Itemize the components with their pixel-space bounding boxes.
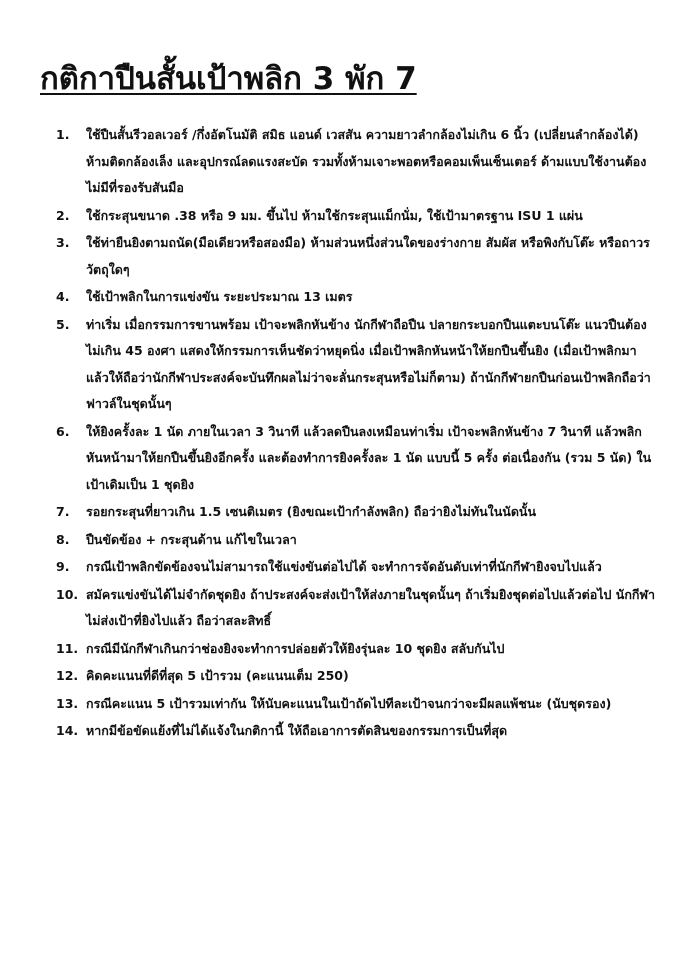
rule-item [56,284,656,311]
rule-item [56,230,656,283]
rule-item [56,636,656,663]
rule-number: 11. [56,640,79,656]
rule-number: 4. [56,289,70,304]
rule-text: ให้ยิงครั้งละ 1 นัด ภายในเวลา 3 วินาที แล้วลดปืนลงเหมือนท่าเริ่ม เป้าจะพลิกหันข้าง 7 วินาที แล้วพลิกหันหน้ามาให้ยกปืนขึ้นยิงอีกครั้ง และต้องทำการยิงครั้งละ 1 นัด แบบนี้ 5 ครั้ง ต่อเนื่องกัน (รวม 5 นัด) ในเป้าเดิมเป็น 1 ชุดยิง [86,423,652,492]
rule-number: 10. [56,586,79,602]
rule-item [56,419,656,499]
rule-text: รอยกระสุนที่ยาวเกิน 1.5 เซนติเมตร (ยิงขณะเป้ากำลังพลิก) ถือว่ายิงไม่ทันในนัดนั้น [86,504,537,519]
rule-text: ใช้กระสุนขนาด .38 หรือ 9 มม. ขึ้นไป ห้ามใช้กระสุนแม็กนั่ม, ใช้เป้ามาตรฐาน ISU 1 แผ่น [86,207,583,223]
rule-item [56,554,656,581]
rule-item [56,527,656,554]
rule-text: ปืนขัดข้อง + กระสุนด้าน แก้ไขในเวลา [86,531,297,547]
rule-text: คิดคะแนนที่ดีที่สุด 5 เป้ารวม (คะแนนเต็ม 250) [86,668,349,683]
rule-item [56,499,656,526]
rule-number: 5. [56,316,70,332]
rules-list [56,122,656,746]
rule-text: กรณีคะแนน 5 เป้ารวมเท่ากัน ให้นับคะแนนในเป้าถัดไปทีละเป้าจนกว่าจะมีผลแพ้ชนะ (นับชุดรอง) [86,695,612,711]
rule-text: ใช้ท่ายืนยิงตามถนัด(มือเดียวหรือสองมือ) ห้ามส่วนหนึ่งส่วนใดของร่างกาย สัมผัส หรือพิงกับโต๊ะ หรือถาวรวัตถุใดๆ [86,235,650,277]
rule-text: กรณีมีนักกีฬาเกินกว่าช่องยิงจะทำการปล่อยตัวให้ยิงรุ่นละ 10 ชุดยิง สลับกันไป [86,640,505,656]
rule-number: 6. [56,423,70,439]
rule-item [56,718,656,745]
rule-number: 9. [56,559,70,574]
rule-item [56,663,656,690]
rule-number: 12. [56,668,79,683]
rule-number: 8. [56,531,70,547]
rule-item [56,691,656,718]
rule-text: ใช้เป้าพลิกในการแข่งขัน ระยะประมาณ 13 เมตร [86,289,353,304]
rule-number: 2. [56,207,70,223]
rule-item [56,122,656,202]
rule-item [56,203,656,230]
rule-text: ใช้ปืนสั้นรีวอลเวอร์ /กึ่งอัตโนมัติ สมิธ แอนด์ เวสสัน ความยาวลำกล้องไม่เกิน 6 นิ้ว (เปลี่ยนลำกล้องได้) ห้ามติดกล้องเล็ง และอุปกรณ์ลดแรงสะบัด รวมทั้งห้ามเจาะพอตหรือคอมเพ็นเซ็นเตอร์ ด้ามแบบใช้งานต้องไม่มีที่รองรับสันมือ [86,127,647,195]
rule-text: สมัครแข่งขันได้ไม่จำกัดชุดยิง ถ้าประสงค์จะส่งเป้าให้ส่งภายในชุดนั้นๆ ถ้าเริ่มยิงชุดต่อไปแล้วต่อไป นักกีฬาไม่ส่งเป้าที่ยิงไปแล้ว ถือว่าสละสิทธิ์ [86,586,656,628]
rule-number: 1. [56,127,70,142]
rule-number: 3. [56,235,70,250]
document-title: กติกาปืนสั้นเป้าพลิก 3 พัก 7 [40,61,417,97]
rule-text: ท่าเริ่ม เมื่อกรรมการขานพร้อม เป้าจะพลิกหันข้าง นักกีฬาถือปืน ปลายกระบอกปืนแตะบนโต๊ะ แนวปืนต้องไม่เกิน 45 องศา แสดงให้กรรมการเห็นชัดว่าหยุดนิ่ง เมื่อเป้าพลิกหันหน้าให้ยกปืนขึ้นยิง (เมื่อเป้าพลิกมาแล้วให้ถือว่านักกีฬาประสงค์จะบันทึกผลไม่ว่าจะลั่นกระสุนหรือไม่ก็ตาม) ถ้านักกีฬายกปืนก่อนเป้าพลิกถือว่าฟาวล์ในชุดนั้นๆ [86,316,651,411]
rule-item [56,312,656,418]
rule-text: กรณีเป้าพลิกขัดข้องจนไม่สามารถใช้แข่งขันต่อไปได้ จะทำการจัดอันดับเท่าที่นักกีฬายิงจบไปแล้ว [86,559,602,574]
rule-text: หากมีข้อขัดแย้งที่ไม่ได้แจ้งในกติกานี้ ให้ถือเอาการตัดสินของกรรมการเป็นที่สุด [86,723,508,738]
rule-item [56,582,656,635]
rule-number: 7. [56,504,70,519]
rule-number: 14. [56,723,79,738]
rule-number: 13. [56,695,79,711]
